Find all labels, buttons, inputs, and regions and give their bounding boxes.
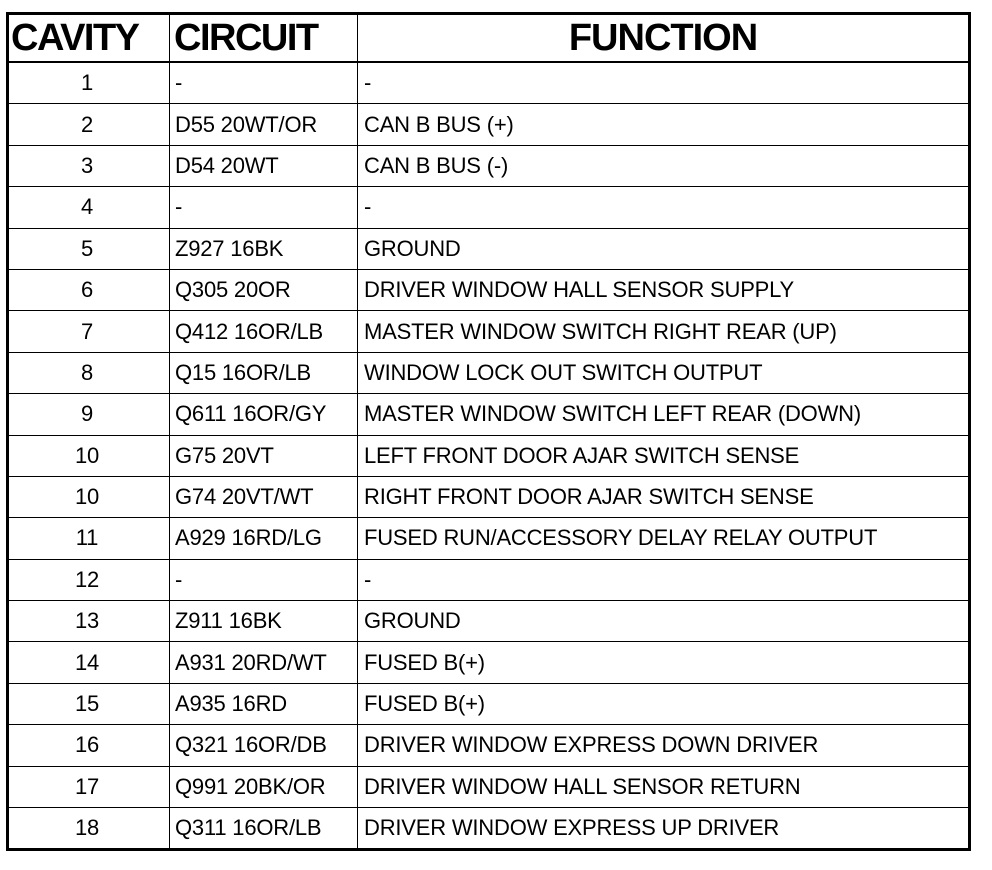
table-row xyxy=(8,352,970,393)
table-body xyxy=(8,62,970,850)
function-cell: - xyxy=(358,62,970,104)
function-cell: FUSED B(+) xyxy=(358,683,970,724)
cavity-cell: 10 xyxy=(8,476,170,517)
cavity-cell: 10 xyxy=(8,435,170,476)
function-cell: GROUND xyxy=(358,601,970,642)
table-row xyxy=(8,518,970,559)
function-cell: CAN B BUS (+) xyxy=(358,104,970,145)
table-row xyxy=(8,683,970,724)
table-row xyxy=(8,435,970,476)
function-cell: FUSED B(+) xyxy=(358,642,970,683)
table-row xyxy=(8,766,970,807)
circuit-cell: A931 20RD/WT xyxy=(170,642,358,683)
circuit-cell: - xyxy=(170,62,358,104)
function-cell: - xyxy=(358,187,970,228)
table-row xyxy=(8,311,970,352)
cavity-cell: 12 xyxy=(8,559,170,600)
cavity-cell: 17 xyxy=(8,766,170,807)
circuit-cell: Q321 16OR/DB xyxy=(170,725,358,766)
table-row xyxy=(8,559,970,600)
function-cell: MASTER WINDOW SWITCH LEFT REAR (DOWN) xyxy=(358,394,970,435)
table-row xyxy=(8,394,970,435)
table-row xyxy=(8,269,970,310)
function-cell: DRIVER WINDOW EXPRESS UP DRIVER xyxy=(358,808,970,850)
table-row xyxy=(8,228,970,269)
table-row xyxy=(8,104,970,145)
table-row xyxy=(8,725,970,766)
function-cell: FUSED RUN/ACCESSORY DELAY RELAY OUTPUT xyxy=(358,518,970,559)
circuit-cell: D55 20WT/OR xyxy=(170,104,358,145)
header-row xyxy=(8,14,970,63)
circuit-cell: - xyxy=(170,187,358,228)
function-cell: DRIVER WINDOW HALL SENSOR SUPPLY xyxy=(358,269,970,310)
table-row xyxy=(8,145,970,186)
cavity-cell: 3 xyxy=(8,145,170,186)
function-cell: WINDOW LOCK OUT SWITCH OUTPUT xyxy=(358,352,970,393)
circuit-cell: Z927 16BK xyxy=(170,228,358,269)
circuit-cell: G74 20VT/WT xyxy=(170,476,358,517)
cavity-cell: 1 xyxy=(8,62,170,104)
circuit-cell: Q611 16OR/GY xyxy=(170,394,358,435)
cavity-cell: 11 xyxy=(8,518,170,559)
table-header xyxy=(8,14,970,63)
circuit-cell: Z911 16BK xyxy=(170,601,358,642)
circuit-cell: Q991 20BK/OR xyxy=(170,766,358,807)
function-cell: GROUND xyxy=(358,228,970,269)
cavity-cell: 18 xyxy=(8,808,170,850)
header-circuit: CIRCUIT xyxy=(170,14,358,63)
cavity-cell: 7 xyxy=(8,311,170,352)
function-cell: RIGHT FRONT DOOR AJAR SWITCH SENSE xyxy=(358,476,970,517)
function-cell: MASTER WINDOW SWITCH RIGHT REAR (UP) xyxy=(358,311,970,352)
cavity-cell: 8 xyxy=(8,352,170,393)
cavity-cell: 13 xyxy=(8,601,170,642)
table-row xyxy=(8,62,970,104)
connector-pinout-table xyxy=(6,12,971,851)
table-row xyxy=(8,187,970,228)
circuit-cell: - xyxy=(170,559,358,600)
cavity-cell: 5 xyxy=(8,228,170,269)
function-cell: DRIVER WINDOW HALL SENSOR RETURN xyxy=(358,766,970,807)
cavity-cell: 9 xyxy=(8,394,170,435)
function-cell: CAN B BUS (-) xyxy=(358,145,970,186)
table-row xyxy=(8,601,970,642)
header-function: FUNCTION xyxy=(358,14,970,63)
circuit-cell: G75 20VT xyxy=(170,435,358,476)
cavity-cell: 14 xyxy=(8,642,170,683)
cavity-cell: 6 xyxy=(8,269,170,310)
function-cell: LEFT FRONT DOOR AJAR SWITCH SENSE xyxy=(358,435,970,476)
circuit-cell: Q311 16OR/LB xyxy=(170,808,358,850)
circuit-cell: Q305 20OR xyxy=(170,269,358,310)
header-cavity: CAVITY xyxy=(8,14,170,63)
circuit-cell: A935 16RD xyxy=(170,683,358,724)
circuit-cell: D54 20WT xyxy=(170,145,358,186)
function-cell: - xyxy=(358,559,970,600)
cavity-cell: 15 xyxy=(8,683,170,724)
table-row xyxy=(8,642,970,683)
cavity-cell: 16 xyxy=(8,725,170,766)
cavity-cell: 4 xyxy=(8,187,170,228)
circuit-cell: Q15 16OR/LB xyxy=(170,352,358,393)
cavity-cell: 2 xyxy=(8,104,170,145)
circuit-cell: A929 16RD/LG xyxy=(170,518,358,559)
table-row xyxy=(8,476,970,517)
circuit-cell: Q412 16OR/LB xyxy=(170,311,358,352)
table-row xyxy=(8,808,970,850)
function-cell: DRIVER WINDOW EXPRESS DOWN DRIVER xyxy=(358,725,970,766)
